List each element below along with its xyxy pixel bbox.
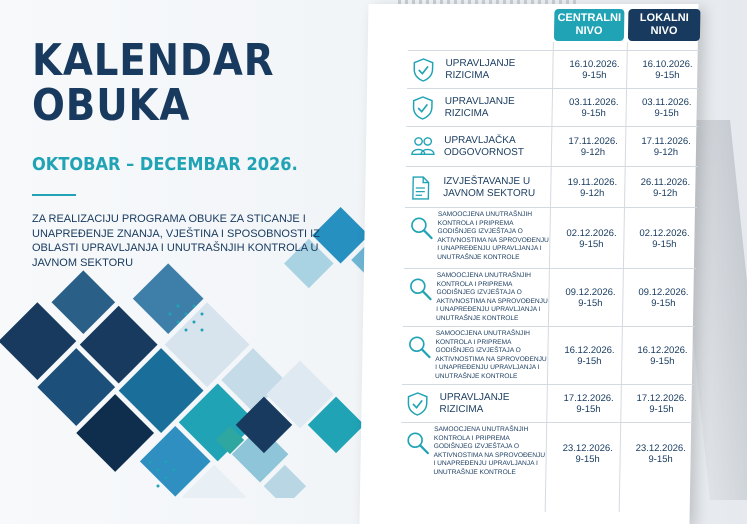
calendar-row — [406, 126, 699, 167]
local-date — [630, 177, 700, 199]
central-date — [557, 177, 627, 199]
central-date-time: 9-15h — [577, 356, 602, 367]
central-date-value: 17.11.2026. — [568, 136, 618, 147]
title-line-2: OBUKA — [32, 80, 191, 131]
local-date-time: 9-15h — [654, 108, 679, 119]
local-date-time: 9-15h — [649, 404, 674, 415]
local-date-value: 16.10.2026. — [642, 59, 693, 70]
local-date-value: 16.12.2026. — [637, 345, 688, 356]
training-title: UPRAVLJANJE RIZICIMA — [445, 58, 516, 81]
local-date-time: 9-12h — [653, 147, 679, 158]
central-date-time: 9-15h — [575, 454, 600, 465]
calendar-row — [400, 422, 693, 485]
local-date-value: 17.12.2026. — [636, 393, 687, 404]
central-date — [552, 443, 622, 465]
central-date — [559, 97, 629, 119]
local-date-time: 9-15h — [648, 454, 673, 465]
local-date-time: 9-12h — [652, 187, 678, 199]
central-date-value: 17.12.2026. — [563, 393, 614, 404]
local-date — [626, 393, 696, 415]
central-date — [558, 136, 628, 158]
central-date-time: 9-15h — [576, 404, 601, 415]
central-date — [554, 345, 624, 367]
calendar-row — [401, 384, 694, 423]
local-date — [625, 443, 695, 465]
central-date-value: 16.10.2026. — [569, 59, 620, 70]
column-header-local: LOKALNI NIVO — [628, 9, 701, 41]
calendar-row — [406, 88, 699, 127]
magnifier-icon — [407, 335, 429, 359]
local-date-value: 26.11.2026. — [640, 176, 691, 188]
central-date-value: 02.12.2026. — [566, 227, 617, 239]
desk-calendar — [358, 4, 718, 524]
local-date — [628, 287, 698, 309]
central-date-value: 23.12.2026. — [562, 443, 613, 454]
local-date-value: 17.11.2026. — [641, 136, 691, 147]
magnifier-icon — [408, 277, 430, 301]
central-date-value: 09.12.2026. — [565, 287, 616, 298]
local-date-value: 03.11.2026. — [641, 97, 692, 108]
training-title: SAMOOCJENA UNUTRAŠNJIH KONTROLA I PRIPREMA GODIŠNJEG IZVJEŠTAJA O AKTIVNOSTIMA NA SPROVOĐENJU I UNAPREĐENJU UPRAVLJANJA I UNUTRAŠNJE KONTROLE — [435, 272, 548, 322]
training-title: SAMOOCJENA UNUTRAŠNJIH KONTROLA I PRIPREMA GODIŠNJEG IZVJEŠTAJA O AKTIVNOSTIMA NA SPROVOĐENJU I UNAPREĐENJU UPRAVLJANJA I UNUTRAŠNJE KONTROLE — [434, 330, 547, 380]
local-date — [627, 345, 697, 367]
calendar-row — [402, 326, 695, 385]
central-date-time: 9-15h — [581, 108, 606, 119]
central-date — [553, 393, 623, 415]
local-date-value: 09.12.2026. — [638, 287, 689, 298]
local-date — [631, 136, 701, 158]
calendar-page — [359, 4, 698, 524]
local-date — [632, 97, 702, 119]
central-date-time: 9-12h — [579, 187, 605, 199]
page-title — [32, 35, 275, 131]
central-date-time: 9-15h — [579, 238, 604, 250]
local-date — [632, 59, 702, 81]
central-date-time: 9-15h — [578, 298, 603, 309]
training-title: SAMOOCJENA UNUTRAŠNJIH KONTROLA I PRIPREMA GODIŠNJEG IZVJEŠTAJA O AKTIVNOSTIMA NA SPROVOĐENJU I UNAPREĐENJU UPRAVLJANJA I UNUTRAŠNJE KONTROLE — [433, 426, 546, 476]
magnifier-icon — [406, 431, 428, 455]
local-date-value: 23.12.2026. — [635, 443, 686, 454]
shield-check-icon — [412, 58, 434, 82]
shield-check-icon — [406, 392, 428, 416]
calendar-row — [407, 50, 700, 89]
calendar-row — [405, 166, 698, 208]
training-title: UPRAVLJANJE RIZICIMA — [444, 96, 515, 119]
central-date — [556, 228, 626, 250]
central-date-time: 9-15h — [582, 70, 607, 81]
description: ZA REALIZACIJU PROGRAMA OBUKE ZA STICANJE I UNAPREĐENJE ZNANJA, VJEŠTINA I SPOSOBNOSTI IZ OBLASTI UPRAVLJANJA I UNUTRAŠNJIH KONTROLA U JAVNOM SEKTORU — [32, 213, 320, 269]
local-date — [629, 228, 699, 250]
central-date — [559, 59, 629, 81]
calendar-row — [403, 268, 696, 327]
date-range-subtitle: OKTOBAR – DECEMBAR 2026. — [32, 154, 298, 175]
people-icon — [411, 135, 433, 159]
central-date-value: 03.11.2026. — [568, 97, 619, 108]
left-panel — [0, 0, 360, 498]
training-title: SAMOOCJENA UNUTRAŠNJIH KONTROLA I PRIPREMA GODIŠNJEG IZVJEŠTAJA O AKTIVNOSTIMA NA SPROVOĐENJU I UNAPREĐENJU UPRAVLJANJA I UNUTRAŠNJE KONTROLE — [437, 211, 549, 261]
magnifier-icon — [409, 216, 431, 240]
calendar-row — [404, 207, 697, 269]
central-date-time: 9-12h — [580, 147, 606, 158]
local-date-value: 02.12.2026. — [639, 227, 690, 239]
local-date-time: 9-15h — [651, 298, 676, 309]
local-date-time: 9-15h — [652, 238, 677, 250]
training-title: UPRAVLJANJE RIZICIMA — [439, 392, 510, 415]
training-title: UPRAVLJAČKA ODGOVORNOST — [443, 135, 525, 158]
local-date-time: 9-15h — [655, 70, 680, 81]
central-date-value: 16.12.2026. — [564, 345, 615, 356]
document-icon — [410, 176, 432, 200]
column-header-central: CENTRALNI NIVO — [554, 9, 625, 41]
title-line-1: KALENDAR — [32, 35, 275, 86]
divider — [32, 194, 76, 196]
local-date-time: 9-15h — [650, 356, 675, 367]
central-date-value: 19.11.2026. — [567, 176, 618, 188]
shield-check-icon — [412, 96, 434, 120]
training-title: IZVJEŠTAVANJE U JAVNOM SEKTORU — [443, 175, 536, 199]
central-date — [555, 287, 625, 309]
